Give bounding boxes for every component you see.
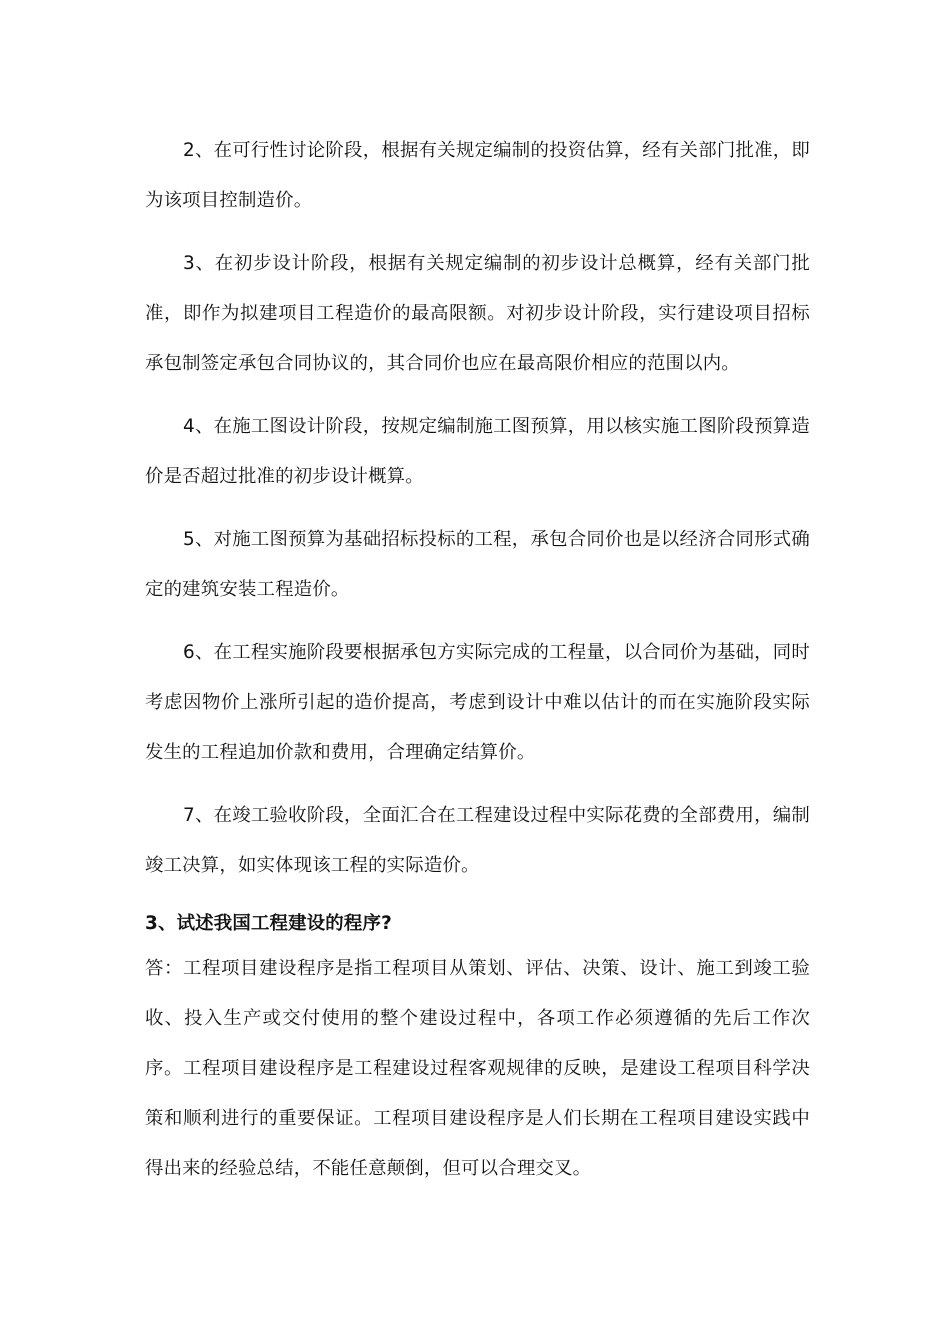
paragraph-item-2: 2、在可行性讨论阶段，根据有关规定编制的投资估算，经有关部门批准，即为该项目控制造价。 — [145, 140, 810, 211]
document-body — [145, 126, 810, 1194]
answer-paragraph: 答：工程项目建设程序是指工程项目从策划、评估、决策、设计、施工到竣工验收、投入生产或交付使用的整个建设过程中，各项工作必须遵循的先后工作次序。工程项目建设程序是工程建设过程客观规律的反映，是建设工程项目科学决策和顺利进行的重要保证。工程项目建设程序是人们长期在工程项目建设实践中得出来的经验总结，不能任意颠倒，但可以合理交叉。 — [145, 958, 810, 1179]
question-heading: 3、试述我国工程建设的程序? — [145, 913, 392, 934]
paragraph-item-6: 6、在工程实施阶段要根据承包方实际完成的工程量，以合同价为基础，同时考虑因物价上涨所引起的造价提高，考虑到设计中难以估计的而在实施阶段实际发生的工程追加价款和费用，合理确定结算价。 — [145, 642, 810, 763]
paragraph-item-4: 4、在施工图设计阶段，按规定编制施工图预算，用以核实施工图阶段预算造价是否超过批准的初步设计概算。 — [145, 416, 810, 487]
paragraph-item-7: 7、在竣工验收阶段，全面汇合在工程建设过程中实际花费的全部费用，编制竣工决算，如实体现该工程的实际造价。 — [145, 805, 810, 876]
paragraph-item-3: 3、在初步设计阶段，根据有关规定编制的初步设计总概算，经有关部门批准，即作为拟建项目工程造价的最高限额。对初步设计阶段，实行建设项目招标承包制签定承包合同协议的，其合同价也应在最高限价相应的范围以内。 — [145, 253, 810, 374]
paragraph-item-5: 5、对施工图预算为基础招标投标的工程，承包合同价也是以经济合同形式确定的建筑安装工程造价。 — [145, 529, 810, 600]
